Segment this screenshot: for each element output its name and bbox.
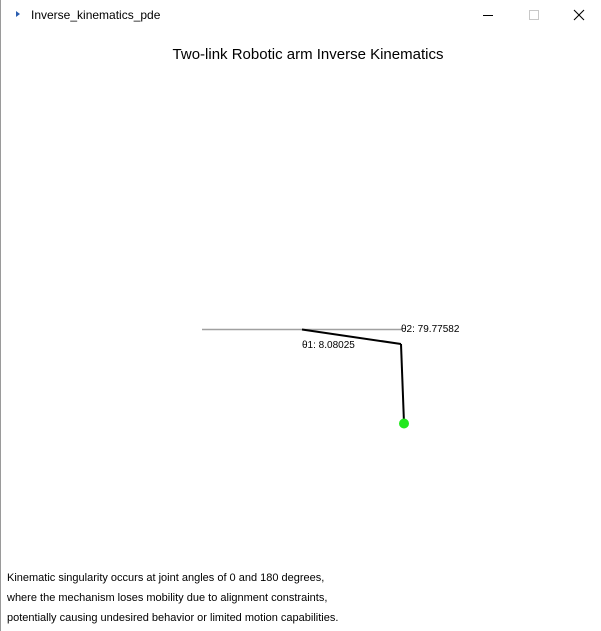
singularity-note-line-2: where the mechanism loses mobility due to alignment constraints, (7, 592, 328, 604)
minimize-icon (482, 9, 494, 21)
processing-app-icon (15, 11, 21, 17)
end-effector[interactable] (399, 419, 409, 429)
close-button[interactable] (556, 0, 601, 30)
theta1-label: θ1: 8.08025 (302, 340, 355, 351)
robot-arm-drawing (2, 30, 601, 631)
title-bar[interactable] (1, 0, 601, 30)
minimize-button[interactable] (465, 0, 511, 30)
maximize-button[interactable] (511, 0, 557, 30)
singularity-note-line-3: potentially causing undesired behavior or limited motion capabilities. (7, 612, 339, 624)
close-icon (573, 9, 585, 21)
link-2 (401, 344, 404, 423)
singularity-note-line-1: Kinematic singularity occurs at joint angles of 0 and 180 degrees, (7, 572, 325, 584)
maximize-icon (528, 9, 540, 21)
singularity-note (7, 568, 338, 628)
sketch-canvas[interactable] (2, 30, 601, 631)
sketch-title: Two-link Robotic arm Inverse Kinematics (172, 46, 444, 63)
theta2-label: θ2: 79.77582 (401, 324, 460, 335)
window-title: Inverse_kinematics_pde (31, 8, 161, 22)
